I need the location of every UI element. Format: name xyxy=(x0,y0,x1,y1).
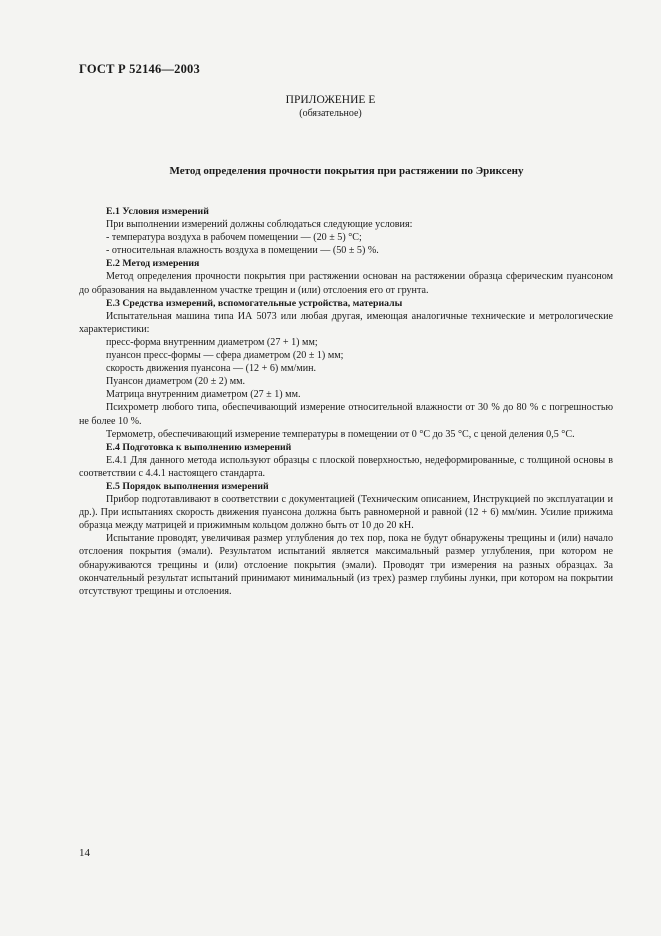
section-heading-e4: Е.4 Подготовка к выполнению измерений xyxy=(106,441,292,453)
paragraph: Метод определения прочности покрытия при растяжении основан на растяжении образца сферическим пуансоном до образования на выдавленном участке трещин и (или) отслоения его от грунта. xyxy=(79,271,613,296)
paragraph: Термометр, обеспечивающий измерение температуры в помещении от 0 °С до 35 °С, с ценой деления 0,5 °С. xyxy=(106,428,575,440)
list-item: Пуансон диаметром (20 ± 2) мм. xyxy=(106,376,246,388)
paragraph: При выполнении измерений должны соблюдаться следующие условия: xyxy=(106,219,413,231)
paragraph: Психрометр любого типа, обеспечивающий измерение относительной влажности от 30 % до 80 % с погрешностью не более 10 %. xyxy=(79,402,613,427)
paragraph: Испытательная машина типа ИА 5073 или любая другая, имеющая аналогичные технические и метрологические характеристики: xyxy=(79,310,613,335)
paragraph: Е.4.1 Для данного метода используют образцы с плоской поверхностью, недеформированные, с толщиной основы в соответствии с 4.4.1 настоящего стандарта. xyxy=(79,454,613,479)
paragraph: Испытание проводят, увеличивая размер углубления до тех пор, пока не будут обнаружены трещины и (или) начало отслоения покрытия (эмали). Результатом испытаний является максимальный размер углубления, при котором не обнаруживаются трещины и (или) отслоение покрытия (эмали). Проводят три измерения на разных образцах. За окончательный результат испытаний принимают минимальный (из трех) размер глубины лунки, при котором на покрытии отсутствуют трещины и отслоения. xyxy=(79,533,613,597)
annex-title: ПРИЛОЖЕНИЕ Е xyxy=(285,94,376,106)
list-item: - температура воздуха в рабочем помещении — (20 ± 5) °С; xyxy=(106,232,362,244)
page-number: 14 xyxy=(79,847,90,859)
section-heading-e1: Е.1 Условия измерений xyxy=(106,206,209,217)
list-item: пресс-форма внутренним диаметром (27 + 1) мм; xyxy=(106,336,318,348)
list-item: скорость движения пуансона — (12 + 6) мм/мин. xyxy=(106,363,317,375)
section-heading-e2: Е.2 Метод измерения xyxy=(106,258,200,270)
list-item: Матрица внутренним диаметром (27 ± 1) мм. xyxy=(106,389,301,401)
list-item: - относительная влажность воздуха в помещении — (50 ± 5) %. xyxy=(106,245,379,257)
standard-header: ГОСТ Р 52146—2003 xyxy=(79,62,200,76)
annex-heading xyxy=(0,94,661,120)
section-heading-e3: Е.3 Средства измерений, вспомогательные устройства, материалы xyxy=(106,297,403,309)
document-body xyxy=(79,205,613,598)
document-title: Метод определения прочности покрытия при растяжении по Эриксену xyxy=(169,165,524,177)
section-heading-e5: Е.5 Порядок выполнения измерений xyxy=(106,480,269,492)
paragraph: Прибор подготавливают в соответствии с документацией (Техническим описанием, Инструкцией по эксплуатации и др.). При испытаниях скорость движения пуансона должна быть равномерной и равной (12 + 6) мм/мин. Усилие прижима образца между матрицей и прижимным кольцом должно быть от 10 до 20 кН. xyxy=(79,494,613,532)
list-item: пуансон пресс-формы — сфера диаметром (20 ± 1) мм; xyxy=(106,350,344,362)
annex-status: (обязательное) xyxy=(299,108,362,119)
